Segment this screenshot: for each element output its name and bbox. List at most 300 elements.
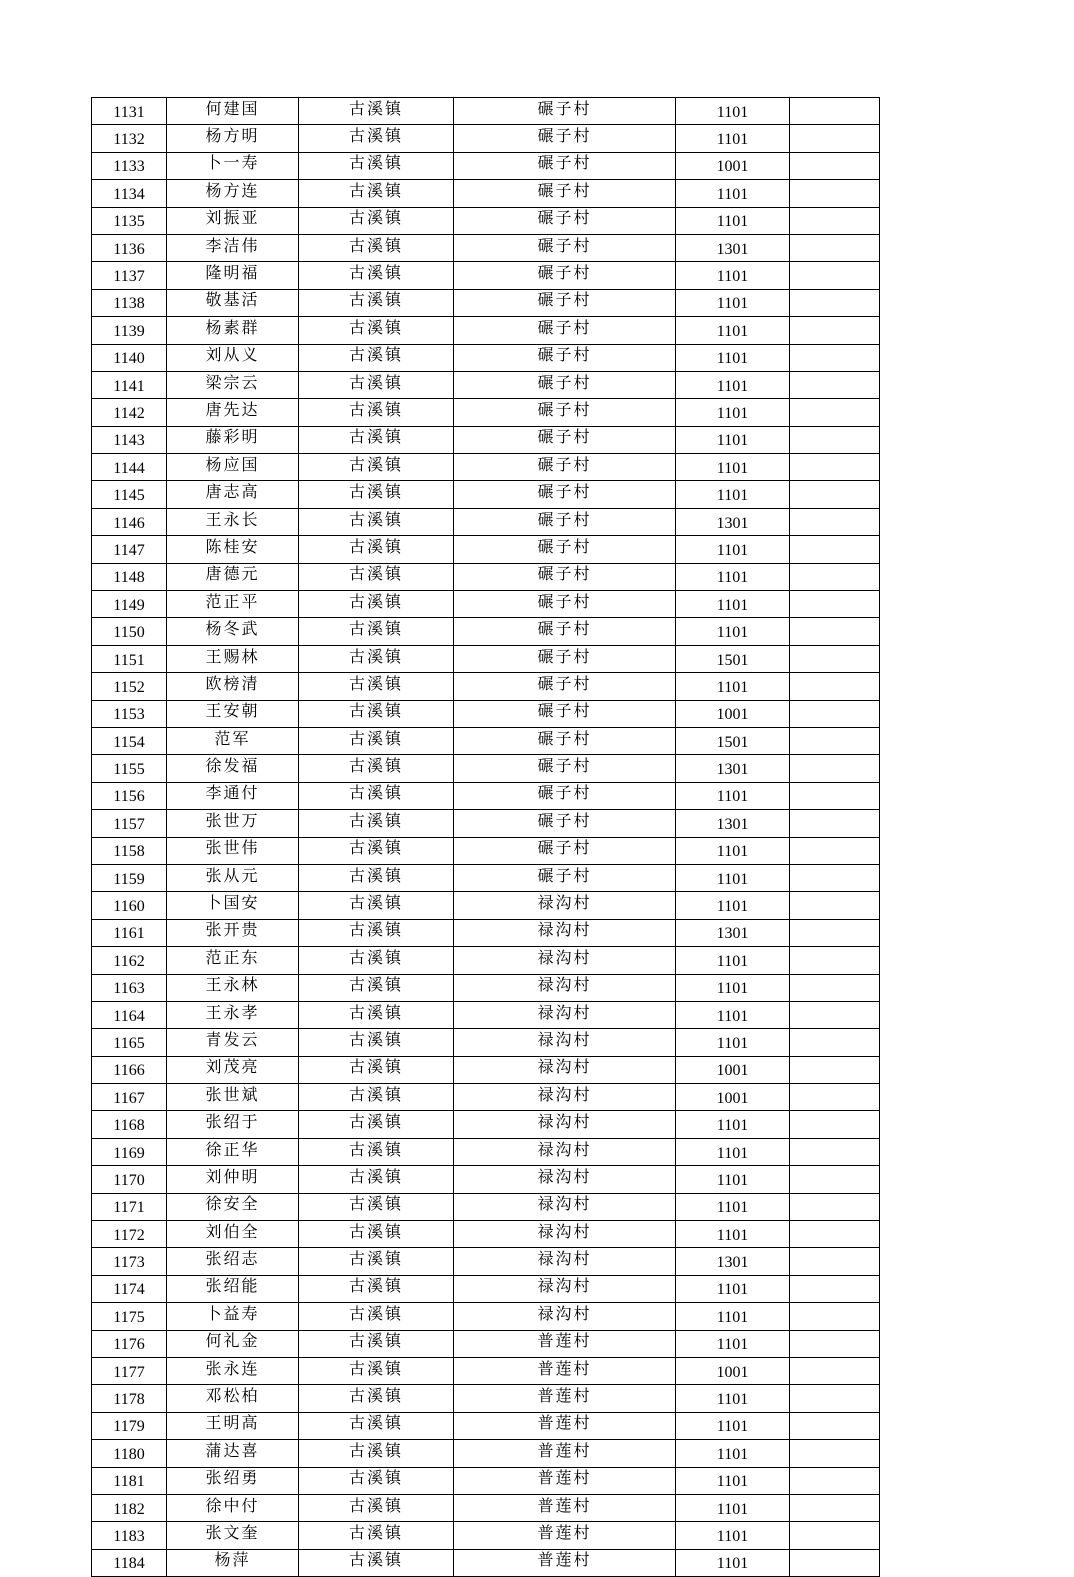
name-cell: 张绍勇 xyxy=(167,1467,299,1494)
code-cell: 1101 xyxy=(676,947,790,974)
table-row xyxy=(92,399,880,426)
town-cell: 古溪镇 xyxy=(299,1248,454,1275)
table-row xyxy=(92,234,880,261)
village-cell: 禄沟村 xyxy=(454,1138,676,1165)
name-cell: 张世伟 xyxy=(167,837,299,864)
code-cell: 1101 xyxy=(676,892,790,919)
code-cell: 1101 xyxy=(676,536,790,563)
table-row xyxy=(92,974,880,1001)
town-cell: 古溪镇 xyxy=(299,1385,454,1412)
village-cell: 碾子村 xyxy=(454,645,676,672)
town-cell: 古溪镇 xyxy=(299,262,454,289)
name-cell: 徐发福 xyxy=(167,755,299,782)
row-index-cell: 1154 xyxy=(92,727,167,754)
village-cell: 普莲村 xyxy=(454,1385,676,1412)
name-cell: 徐安全 xyxy=(167,1193,299,1220)
village-cell: 普莲村 xyxy=(454,1522,676,1549)
row-index-cell: 1134 xyxy=(92,180,167,207)
remark-cell xyxy=(790,892,880,919)
name-cell: 王安朝 xyxy=(167,700,299,727)
code-cell: 1101 xyxy=(676,1221,790,1248)
remark-cell xyxy=(790,1522,880,1549)
row-index-cell: 1169 xyxy=(92,1138,167,1165)
code-cell: 1101 xyxy=(676,1549,790,1576)
table-row xyxy=(92,700,880,727)
town-cell: 古溪镇 xyxy=(299,399,454,426)
town-cell: 古溪镇 xyxy=(299,563,454,590)
code-cell: 1101 xyxy=(676,1029,790,1056)
code-cell: 1101 xyxy=(676,289,790,316)
town-cell: 古溪镇 xyxy=(299,755,454,782)
town-cell: 古溪镇 xyxy=(299,919,454,946)
town-cell: 古溪镇 xyxy=(299,837,454,864)
town-cell: 古溪镇 xyxy=(299,289,454,316)
table-row xyxy=(92,837,880,864)
table-row xyxy=(92,152,880,179)
remark-cell xyxy=(790,1549,880,1576)
row-index-cell: 1163 xyxy=(92,974,167,1001)
remark-cell xyxy=(790,1001,880,1028)
row-index-cell: 1168 xyxy=(92,1111,167,1138)
row-index-cell: 1135 xyxy=(92,207,167,234)
remark-cell xyxy=(790,508,880,535)
code-cell: 1301 xyxy=(676,1248,790,1275)
table-row xyxy=(92,1440,880,1467)
town-cell: 古溪镇 xyxy=(299,234,454,261)
remark-cell xyxy=(790,536,880,563)
code-cell: 1101 xyxy=(676,1166,790,1193)
table-row xyxy=(92,1330,880,1357)
table-row xyxy=(92,1166,880,1193)
remark-cell xyxy=(790,1467,880,1494)
name-cell: 唐先达 xyxy=(167,399,299,426)
remark-cell xyxy=(790,782,880,809)
name-cell: 张世斌 xyxy=(167,1084,299,1111)
name-cell: 何礼金 xyxy=(167,1330,299,1357)
row-index-cell: 1181 xyxy=(92,1467,167,1494)
name-cell: 张绍志 xyxy=(167,1248,299,1275)
remark-cell xyxy=(790,1412,880,1439)
table-row xyxy=(92,755,880,782)
row-index-cell: 1174 xyxy=(92,1275,167,1302)
village-cell: 普莲村 xyxy=(454,1330,676,1357)
name-cell: 杨方明 xyxy=(167,125,299,152)
name-cell: 邓松柏 xyxy=(167,1385,299,1412)
table-row xyxy=(92,1221,880,1248)
remark-cell xyxy=(790,1084,880,1111)
village-cell: 碾子村 xyxy=(454,700,676,727)
name-cell: 张开贵 xyxy=(167,919,299,946)
remark-cell xyxy=(790,454,880,481)
name-cell: 张世万 xyxy=(167,810,299,837)
name-cell: 陈桂安 xyxy=(167,536,299,563)
town-cell: 古溪镇 xyxy=(299,618,454,645)
code-cell: 1101 xyxy=(676,1111,790,1138)
name-cell: 梁宗云 xyxy=(167,371,299,398)
row-index-cell: 1142 xyxy=(92,399,167,426)
remark-cell xyxy=(790,152,880,179)
remark-cell xyxy=(790,180,880,207)
table-row xyxy=(92,180,880,207)
remark-cell xyxy=(790,1138,880,1165)
remark-cell xyxy=(790,1303,880,1330)
remark-cell xyxy=(790,125,880,152)
row-index-cell: 1182 xyxy=(92,1494,167,1521)
name-cell: 唐德元 xyxy=(167,563,299,590)
roster-table-body xyxy=(92,98,880,1577)
name-cell: 徐正华 xyxy=(167,1138,299,1165)
code-cell: 1501 xyxy=(676,727,790,754)
row-index-cell: 1156 xyxy=(92,782,167,809)
remark-cell xyxy=(790,1056,880,1083)
table-row xyxy=(92,864,880,891)
remark-cell xyxy=(790,1357,880,1384)
code-cell: 1101 xyxy=(676,1303,790,1330)
remark-cell xyxy=(790,645,880,672)
village-cell: 禄沟村 xyxy=(454,1248,676,1275)
name-cell: 刘伯全 xyxy=(167,1221,299,1248)
row-index-cell: 1167 xyxy=(92,1084,167,1111)
remark-cell xyxy=(790,98,880,125)
village-cell: 碾子村 xyxy=(454,454,676,481)
code-cell: 1301 xyxy=(676,508,790,535)
name-cell: 张绍于 xyxy=(167,1111,299,1138)
name-cell: 欧榜清 xyxy=(167,673,299,700)
code-cell: 1001 xyxy=(676,152,790,179)
village-cell: 碾子村 xyxy=(454,618,676,645)
code-cell: 1301 xyxy=(676,919,790,946)
name-cell: 杨素群 xyxy=(167,317,299,344)
code-cell: 1101 xyxy=(676,344,790,371)
town-cell: 古溪镇 xyxy=(299,1221,454,1248)
row-index-cell: 1180 xyxy=(92,1440,167,1467)
town-cell: 古溪镇 xyxy=(299,1138,454,1165)
village-cell: 碾子村 xyxy=(454,864,676,891)
row-index-cell: 1136 xyxy=(92,234,167,261)
table-row xyxy=(92,591,880,618)
table-row xyxy=(92,673,880,700)
remark-cell xyxy=(790,426,880,453)
code-cell: 1101 xyxy=(676,481,790,508)
village-cell: 碾子村 xyxy=(454,234,676,261)
row-index-cell: 1152 xyxy=(92,673,167,700)
table-row xyxy=(92,289,880,316)
remark-cell xyxy=(790,262,880,289)
table-row xyxy=(92,1275,880,1302)
remark-cell xyxy=(790,727,880,754)
remark-cell xyxy=(790,810,880,837)
table-row xyxy=(92,645,880,672)
village-cell: 碾子村 xyxy=(454,481,676,508)
row-index-cell: 1173 xyxy=(92,1248,167,1275)
village-cell: 碾子村 xyxy=(454,180,676,207)
code-cell: 1101 xyxy=(676,98,790,125)
code-cell: 1101 xyxy=(676,1275,790,1302)
table-row xyxy=(92,1549,880,1576)
code-cell: 1101 xyxy=(676,673,790,700)
village-cell: 碾子村 xyxy=(454,782,676,809)
row-index-cell: 1160 xyxy=(92,892,167,919)
village-cell: 碾子村 xyxy=(454,426,676,453)
village-cell: 禄沟村 xyxy=(454,1111,676,1138)
table-row xyxy=(92,1111,880,1138)
table-row xyxy=(92,782,880,809)
code-cell: 1501 xyxy=(676,645,790,672)
remark-cell xyxy=(790,289,880,316)
town-cell: 古溪镇 xyxy=(299,1166,454,1193)
code-cell: 1001 xyxy=(676,1056,790,1083)
name-cell: 卜国安 xyxy=(167,892,299,919)
table-row xyxy=(92,536,880,563)
table-row xyxy=(92,1385,880,1412)
table-row xyxy=(92,1001,880,1028)
remark-cell xyxy=(790,1440,880,1467)
town-cell: 古溪镇 xyxy=(299,371,454,398)
remark-cell xyxy=(790,1248,880,1275)
code-cell: 1101 xyxy=(676,837,790,864)
village-cell: 禄沟村 xyxy=(454,1029,676,1056)
village-cell: 碾子村 xyxy=(454,152,676,179)
village-cell: 碾子村 xyxy=(454,508,676,535)
row-index-cell: 1176 xyxy=(92,1330,167,1357)
town-cell: 古溪镇 xyxy=(299,125,454,152)
name-cell: 王永孝 xyxy=(167,1001,299,1028)
table-row xyxy=(92,508,880,535)
town-cell: 古溪镇 xyxy=(299,700,454,727)
remark-cell xyxy=(790,1221,880,1248)
row-index-cell: 1133 xyxy=(92,152,167,179)
town-cell: 古溪镇 xyxy=(299,1440,454,1467)
name-cell: 范正平 xyxy=(167,591,299,618)
name-cell: 王永林 xyxy=(167,974,299,1001)
name-cell: 李洁伟 xyxy=(167,234,299,261)
code-cell: 1101 xyxy=(676,1193,790,1220)
town-cell: 古溪镇 xyxy=(299,1412,454,1439)
row-index-cell: 1132 xyxy=(92,125,167,152)
village-cell: 禄沟村 xyxy=(454,1193,676,1220)
name-cell: 范正东 xyxy=(167,947,299,974)
name-cell: 杨方连 xyxy=(167,180,299,207)
village-cell: 碾子村 xyxy=(454,98,676,125)
town-cell: 古溪镇 xyxy=(299,481,454,508)
table-row xyxy=(92,1467,880,1494)
town-cell: 古溪镇 xyxy=(299,591,454,618)
name-cell: 青发云 xyxy=(167,1029,299,1056)
village-cell: 普莲村 xyxy=(454,1440,676,1467)
name-cell: 蒲达喜 xyxy=(167,1440,299,1467)
town-cell: 古溪镇 xyxy=(299,645,454,672)
village-cell: 碾子村 xyxy=(454,371,676,398)
table-row xyxy=(92,454,880,481)
remark-cell xyxy=(790,837,880,864)
village-cell: 禄沟村 xyxy=(454,892,676,919)
code-cell: 1101 xyxy=(676,591,790,618)
table-row xyxy=(92,1248,880,1275)
name-cell: 范军 xyxy=(167,727,299,754)
name-cell: 张永连 xyxy=(167,1357,299,1384)
remark-cell xyxy=(790,563,880,590)
row-index-cell: 1178 xyxy=(92,1385,167,1412)
remark-cell xyxy=(790,1029,880,1056)
code-cell: 1101 xyxy=(676,426,790,453)
table-row xyxy=(92,1494,880,1521)
table-row xyxy=(92,317,880,344)
row-index-cell: 1149 xyxy=(92,591,167,618)
town-cell: 古溪镇 xyxy=(299,1084,454,1111)
village-cell: 禄沟村 xyxy=(454,1275,676,1302)
town-cell: 古溪镇 xyxy=(299,947,454,974)
name-cell: 卜一寿 xyxy=(167,152,299,179)
village-cell: 碾子村 xyxy=(454,317,676,344)
town-cell: 古溪镇 xyxy=(299,1056,454,1083)
code-cell: 1101 xyxy=(676,974,790,1001)
town-cell: 古溪镇 xyxy=(299,1330,454,1357)
name-cell: 敬基活 xyxy=(167,289,299,316)
code-cell: 1101 xyxy=(676,262,790,289)
code-cell: 1101 xyxy=(676,1522,790,1549)
table-row xyxy=(92,892,880,919)
town-cell: 古溪镇 xyxy=(299,974,454,1001)
row-index-cell: 1162 xyxy=(92,947,167,974)
name-cell: 杨萍 xyxy=(167,1549,299,1576)
row-index-cell: 1148 xyxy=(92,563,167,590)
table-row xyxy=(92,1357,880,1384)
town-cell: 古溪镇 xyxy=(299,536,454,563)
code-cell: 1101 xyxy=(676,1385,790,1412)
code-cell: 1001 xyxy=(676,1357,790,1384)
town-cell: 古溪镇 xyxy=(299,1549,454,1576)
town-cell: 古溪镇 xyxy=(299,1275,454,1302)
row-index-cell: 1153 xyxy=(92,700,167,727)
name-cell: 张文奎 xyxy=(167,1522,299,1549)
town-cell: 古溪镇 xyxy=(299,508,454,535)
town-cell: 古溪镇 xyxy=(299,673,454,700)
town-cell: 古溪镇 xyxy=(299,892,454,919)
row-index-cell: 1179 xyxy=(92,1412,167,1439)
name-cell: 藤彩明 xyxy=(167,426,299,453)
table-row xyxy=(92,344,880,371)
remark-cell xyxy=(790,673,880,700)
row-index-cell: 1137 xyxy=(92,262,167,289)
village-cell: 碾子村 xyxy=(454,262,676,289)
row-index-cell: 1177 xyxy=(92,1357,167,1384)
code-cell: 1101 xyxy=(676,782,790,809)
name-cell: 王明高 xyxy=(167,1412,299,1439)
row-index-cell: 1171 xyxy=(92,1193,167,1220)
code-cell: 1001 xyxy=(676,700,790,727)
town-cell: 古溪镇 xyxy=(299,180,454,207)
row-index-cell: 1172 xyxy=(92,1221,167,1248)
village-cell: 碾子村 xyxy=(454,755,676,782)
village-cell: 碾子村 xyxy=(454,837,676,864)
name-cell: 杨应国 xyxy=(167,454,299,481)
town-cell: 古溪镇 xyxy=(299,1522,454,1549)
row-index-cell: 1151 xyxy=(92,645,167,672)
village-cell: 碾子村 xyxy=(454,727,676,754)
town-cell: 古溪镇 xyxy=(299,344,454,371)
town-cell: 古溪镇 xyxy=(299,1357,454,1384)
town-cell: 古溪镇 xyxy=(299,426,454,453)
code-cell: 1101 xyxy=(676,1494,790,1521)
table-row xyxy=(92,481,880,508)
name-cell: 李通付 xyxy=(167,782,299,809)
remark-cell xyxy=(790,755,880,782)
village-cell: 禄沟村 xyxy=(454,1221,676,1248)
code-cell: 1101 xyxy=(676,1001,790,1028)
code-cell: 1101 xyxy=(676,864,790,891)
village-cell: 碾子村 xyxy=(454,125,676,152)
row-index-cell: 1158 xyxy=(92,837,167,864)
row-index-cell: 1161 xyxy=(92,919,167,946)
town-cell: 古溪镇 xyxy=(299,1029,454,1056)
row-index-cell: 1165 xyxy=(92,1029,167,1056)
name-cell: 张绍能 xyxy=(167,1275,299,1302)
name-cell: 刘振亚 xyxy=(167,207,299,234)
village-cell: 禄沟村 xyxy=(454,974,676,1001)
remark-cell xyxy=(790,317,880,344)
remark-cell xyxy=(790,1330,880,1357)
village-cell: 普莲村 xyxy=(454,1357,676,1384)
table-row xyxy=(92,1193,880,1220)
row-index-cell: 1138 xyxy=(92,289,167,316)
code-cell: 1101 xyxy=(676,125,790,152)
village-cell: 碾子村 xyxy=(454,591,676,618)
row-index-cell: 1146 xyxy=(92,508,167,535)
table-row xyxy=(92,810,880,837)
remark-cell xyxy=(790,1494,880,1521)
village-cell: 禄沟村 xyxy=(454,919,676,946)
table-row xyxy=(92,1138,880,1165)
name-cell: 徐中付 xyxy=(167,1494,299,1521)
row-index-cell: 1170 xyxy=(92,1166,167,1193)
code-cell: 1301 xyxy=(676,755,790,782)
code-cell: 1101 xyxy=(676,1412,790,1439)
remark-cell xyxy=(790,618,880,645)
table-row xyxy=(92,371,880,398)
name-cell: 刘从义 xyxy=(167,344,299,371)
row-index-cell: 1159 xyxy=(92,864,167,891)
table-row xyxy=(92,919,880,946)
row-index-cell: 1183 xyxy=(92,1522,167,1549)
row-index-cell: 1147 xyxy=(92,536,167,563)
table-row xyxy=(92,1084,880,1111)
name-cell: 唐志高 xyxy=(167,481,299,508)
row-index-cell: 1184 xyxy=(92,1549,167,1576)
table-row xyxy=(92,426,880,453)
code-cell: 1101 xyxy=(676,563,790,590)
row-index-cell: 1143 xyxy=(92,426,167,453)
table-row xyxy=(92,727,880,754)
name-cell: 何建国 xyxy=(167,98,299,125)
town-cell: 古溪镇 xyxy=(299,727,454,754)
table-row xyxy=(92,1522,880,1549)
row-index-cell: 1141 xyxy=(92,371,167,398)
code-cell: 1101 xyxy=(676,180,790,207)
town-cell: 古溪镇 xyxy=(299,782,454,809)
table-row xyxy=(92,98,880,125)
code-cell: 1101 xyxy=(676,1330,790,1357)
town-cell: 古溪镇 xyxy=(299,317,454,344)
remark-cell xyxy=(790,481,880,508)
code-cell: 1101 xyxy=(676,317,790,344)
village-cell: 普莲村 xyxy=(454,1494,676,1521)
village-cell: 禄沟村 xyxy=(454,1056,676,1083)
code-cell: 1101 xyxy=(676,618,790,645)
remark-cell xyxy=(790,974,880,1001)
row-index-cell: 1164 xyxy=(92,1001,167,1028)
town-cell: 古溪镇 xyxy=(299,98,454,125)
table-row xyxy=(92,1412,880,1439)
